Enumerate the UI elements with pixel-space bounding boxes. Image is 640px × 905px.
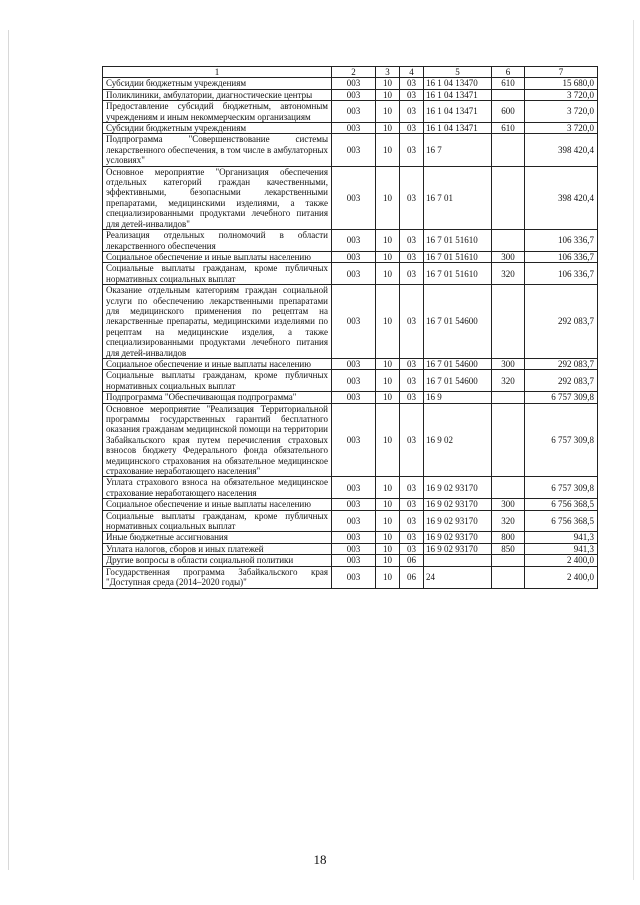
amount-cell: 3 720,0 <box>525 89 598 100</box>
row-name-cell: Социальные выплаты гражданам, кроме публичных нормативных социальных выплат <box>103 510 332 532</box>
expense-type-cell: 300 <box>492 358 525 369</box>
section-cell: 10 <box>376 543 400 554</box>
table-row <box>103 134 598 166</box>
amount-cell: 292 083,7 <box>525 285 598 359</box>
amount-cell: 6 756 368,5 <box>525 499 598 510</box>
amount-cell: 15 680,0 <box>525 78 598 89</box>
amount-cell: 398 420,4 <box>525 166 598 229</box>
subsection-cell: 03 <box>400 499 424 510</box>
subsection-cell: 03 <box>400 263 424 285</box>
row-name-cell: Предоставление субсидий бюджетным, автономным учреждениям и иным некоммерческим организациям <box>103 101 332 123</box>
expense-type-cell: 300 <box>492 251 525 262</box>
row-name-cell: Основное мероприятие "Реализация Территориальной программы государственных гарантий бесплатного оказания гражданам медицинской помощи на территории Забайкальского края путем перечисления страховых взносов бюджету Федерального фонда обязательного медицинского страхования на обязательное медицинское страхование неработающего населения" <box>103 403 332 477</box>
subsection-cell: 03 <box>400 392 424 403</box>
target-article-cell: 16 7 01 51610 <box>424 251 492 262</box>
row-name-cell: Субсидии бюджетным учреждениям <box>103 78 332 89</box>
expense-type-cell <box>492 89 525 100</box>
admin-code-cell: 003 <box>332 123 376 134</box>
table-row <box>103 89 598 100</box>
table-row <box>103 555 598 566</box>
section-cell: 10 <box>376 89 400 100</box>
admin-code-cell: 003 <box>332 251 376 262</box>
expense-type-cell: 850 <box>492 543 525 554</box>
row-name-cell: Подпрограмма "Обеспечивающая подпрограмма" <box>103 392 332 403</box>
admin-code-cell: 003 <box>332 358 376 369</box>
target-article-cell: 16 9 02 <box>424 403 492 477</box>
column-header: 2 <box>332 67 376 78</box>
target-article-cell: 16 1 04 13470 <box>424 78 492 89</box>
table-row <box>103 403 598 477</box>
row-name-cell: Оказание отдельным категориям граждан социальной услуги по обеспечению лекарственными препаратами для медицинского применения по рецептам на лекарственные препараты, медицинскими изделиями по рецептам на медицинские изделия, а также специализированными продуктами лечебного питания для детей-инвалидов <box>103 285 332 359</box>
admin-code-cell: 003 <box>332 532 376 543</box>
admin-code-cell: 003 <box>332 566 376 588</box>
table-row <box>103 499 598 510</box>
amount-cell: 941,3 <box>525 543 598 554</box>
row-name-cell: Другие вопросы в области социальной политики <box>103 555 332 566</box>
expense-type-cell <box>492 403 525 477</box>
amount-cell: 292 083,7 <box>525 358 598 369</box>
admin-code-cell: 003 <box>332 543 376 554</box>
row-name-cell: Социальные выплаты гражданам, кроме публичных нормативных социальных выплат <box>103 263 332 285</box>
table-row <box>103 543 598 554</box>
section-cell: 10 <box>376 123 400 134</box>
section-cell: 10 <box>376 251 400 262</box>
target-article-cell: 16 7 01 54600 <box>424 370 492 392</box>
section-cell: 10 <box>376 403 400 477</box>
admin-code-cell: 003 <box>332 230 376 252</box>
target-article-cell: 16 9 02 93170 <box>424 510 492 532</box>
admin-code-cell: 003 <box>332 392 376 403</box>
section-cell: 10 <box>376 134 400 166</box>
admin-code-cell: 003 <box>332 510 376 532</box>
row-name-cell: Иные бюджетные ассигнования <box>103 532 332 543</box>
subsection-cell: 03 <box>400 123 424 134</box>
subsection-cell: 03 <box>400 230 424 252</box>
target-article-cell: 16 1 04 13471 <box>424 123 492 134</box>
admin-code-cell: 003 <box>332 134 376 166</box>
table-row <box>103 263 598 285</box>
admin-code-cell: 003 <box>332 78 376 89</box>
subsection-cell: 03 <box>400 89 424 100</box>
page-edge-right <box>633 20 634 880</box>
expense-type-cell <box>492 134 525 166</box>
admin-code-cell: 003 <box>332 285 376 359</box>
table-row <box>103 532 598 543</box>
admin-code-cell: 003 <box>332 499 376 510</box>
amount-cell: 6 757 309,8 <box>525 392 598 403</box>
amount-cell: 2 400,0 <box>525 555 598 566</box>
column-header: 6 <box>492 67 525 78</box>
target-article-cell: 16 1 04 13471 <box>424 89 492 100</box>
subsection-cell: 03 <box>400 78 424 89</box>
amount-cell: 106 336,7 <box>525 230 598 252</box>
target-article-cell: 16 9 <box>424 392 492 403</box>
amount-cell: 106 336,7 <box>525 263 598 285</box>
budget-table <box>102 66 598 589</box>
table-row <box>103 510 598 532</box>
expense-type-cell <box>492 392 525 403</box>
subsection-cell: 03 <box>400 166 424 229</box>
section-cell: 10 <box>376 477 400 499</box>
target-article-cell: 16 7 <box>424 134 492 166</box>
amount-cell: 3 720,0 <box>525 101 598 123</box>
column-header: 1 <box>103 67 332 78</box>
page-edge-left <box>8 30 9 870</box>
subsection-cell: 03 <box>400 532 424 543</box>
admin-code-cell: 003 <box>332 263 376 285</box>
target-article-cell: 16 9 02 93170 <box>424 543 492 554</box>
table-header-row <box>103 67 598 78</box>
expense-type-cell <box>492 555 525 566</box>
target-article-cell: 16 7 01 <box>424 166 492 229</box>
expense-type-cell: 610 <box>492 78 525 89</box>
target-article-cell: 16 7 01 51610 <box>424 263 492 285</box>
section-cell: 10 <box>376 101 400 123</box>
amount-cell: 6 757 309,8 <box>525 477 598 499</box>
target-article-cell: 16 7 01 54600 <box>424 285 492 359</box>
amount-cell: 106 336,7 <box>525 251 598 262</box>
row-name-cell: Государственная программа Забайкальского края "Доступная среда (2014–2020 годы)" <box>103 566 332 588</box>
table-row <box>103 566 598 588</box>
section-cell: 10 <box>376 499 400 510</box>
expense-type-cell <box>492 566 525 588</box>
admin-code-cell: 003 <box>332 477 376 499</box>
table-row <box>103 358 598 369</box>
amount-cell: 6 757 309,8 <box>525 403 598 477</box>
row-name-cell: Уплата страхового взноса на обязательное медицинское страхование неработающего населения <box>103 477 332 499</box>
expense-type-cell: 320 <box>492 510 525 532</box>
target-article-cell <box>424 555 492 566</box>
target-article-cell: 16 9 02 93170 <box>424 532 492 543</box>
row-name-cell: Поликлиники, амбулатории, диагностические центры <box>103 89 332 100</box>
section-cell: 10 <box>376 566 400 588</box>
column-header: 5 <box>424 67 492 78</box>
amount-cell: 398 420,4 <box>525 134 598 166</box>
section-cell: 10 <box>376 358 400 369</box>
section-cell: 10 <box>376 78 400 89</box>
subsection-cell: 03 <box>400 101 424 123</box>
subsection-cell: 03 <box>400 543 424 554</box>
expense-type-cell <box>492 477 525 499</box>
expense-type-cell <box>492 230 525 252</box>
target-article-cell: 16 7 01 54600 <box>424 358 492 369</box>
admin-code-cell: 003 <box>332 403 376 477</box>
expense-type-cell <box>492 285 525 359</box>
row-name-cell: Социальное обеспечение и иные выплаты населению <box>103 358 332 369</box>
section-cell: 10 <box>376 263 400 285</box>
expense-type-cell <box>492 166 525 229</box>
section-cell: 10 <box>376 510 400 532</box>
column-header: 3 <box>376 67 400 78</box>
column-header: 7 <box>525 67 598 78</box>
expense-type-cell: 300 <box>492 499 525 510</box>
row-name-cell: Социальное обеспечение и иные выплаты населению <box>103 251 332 262</box>
table-row <box>103 392 598 403</box>
expense-type-cell: 610 <box>492 123 525 134</box>
row-name-cell: Уплата налогов, сборов и иных платежей <box>103 543 332 554</box>
row-name-cell: Социальное обеспечение и иные выплаты населению <box>103 499 332 510</box>
row-name-cell: Подпрограмма "Совершенствование системы лекарственного обеспечения, в том числе в амбулаторных условиях" <box>103 134 332 166</box>
table-row <box>103 78 598 89</box>
section-cell: 10 <box>376 392 400 403</box>
expense-type-cell: 320 <box>492 370 525 392</box>
table-row <box>103 230 598 252</box>
row-name-cell: Субсидии бюджетным учреждениям <box>103 123 332 134</box>
admin-code-cell: 003 <box>332 370 376 392</box>
admin-code-cell: 003 <box>332 101 376 123</box>
row-name-cell: Реализация отдельных полномочий в области лекарственного обеспечения <box>103 230 332 252</box>
subsection-cell: 03 <box>400 370 424 392</box>
table-row <box>103 477 598 499</box>
subsection-cell: 06 <box>400 555 424 566</box>
section-cell: 10 <box>376 555 400 566</box>
expense-type-cell: 800 <box>492 532 525 543</box>
section-cell: 10 <box>376 370 400 392</box>
row-name-cell: Социальные выплаты гражданам, кроме публичных нормативных социальных выплат <box>103 370 332 392</box>
target-article-cell: 16 9 02 93170 <box>424 477 492 499</box>
subsection-cell: 03 <box>400 251 424 262</box>
table-row <box>103 101 598 123</box>
subsection-cell: 03 <box>400 134 424 166</box>
subsection-cell: 03 <box>400 358 424 369</box>
amount-cell: 2 400,0 <box>525 566 598 588</box>
table-row <box>103 166 598 229</box>
page-number: 18 <box>313 852 327 867</box>
table-row <box>103 370 598 392</box>
section-cell: 10 <box>376 532 400 543</box>
target-article-cell: 24 <box>424 566 492 588</box>
amount-cell: 6 756 368,5 <box>525 510 598 532</box>
section-cell: 10 <box>376 285 400 359</box>
row-name-cell: Основное мероприятие "Организация обеспечения отдельных категорий граждан качественными, эффективными, безопасными лекарственными препаратами, медицинскими изделиями, а также специализированными продуктами лечебного питания для детей-инвалидов" <box>103 166 332 229</box>
table-row <box>103 285 598 359</box>
section-cell: 10 <box>376 230 400 252</box>
expense-type-cell: 320 <box>492 263 525 285</box>
section-cell: 10 <box>376 166 400 229</box>
table-row <box>103 251 598 262</box>
subsection-cell: 03 <box>400 285 424 359</box>
admin-code-cell: 003 <box>332 555 376 566</box>
table-body <box>103 78 598 588</box>
subsection-cell: 03 <box>400 477 424 499</box>
subsection-cell: 06 <box>400 566 424 588</box>
expense-type-cell: 600 <box>492 101 525 123</box>
admin-code-cell: 003 <box>332 89 376 100</box>
target-article-cell: 16 1 04 13471 <box>424 101 492 123</box>
admin-code-cell: 003 <box>332 166 376 229</box>
column-header: 4 <box>400 67 424 78</box>
target-article-cell: 16 7 01 51610 <box>424 230 492 252</box>
amount-cell: 3 720,0 <box>525 123 598 134</box>
target-article-cell: 16 9 02 93170 <box>424 499 492 510</box>
subsection-cell: 03 <box>400 403 424 477</box>
amount-cell: 941,3 <box>525 532 598 543</box>
amount-cell: 292 083,7 <box>525 370 598 392</box>
table-row <box>103 123 598 134</box>
subsection-cell: 03 <box>400 510 424 532</box>
